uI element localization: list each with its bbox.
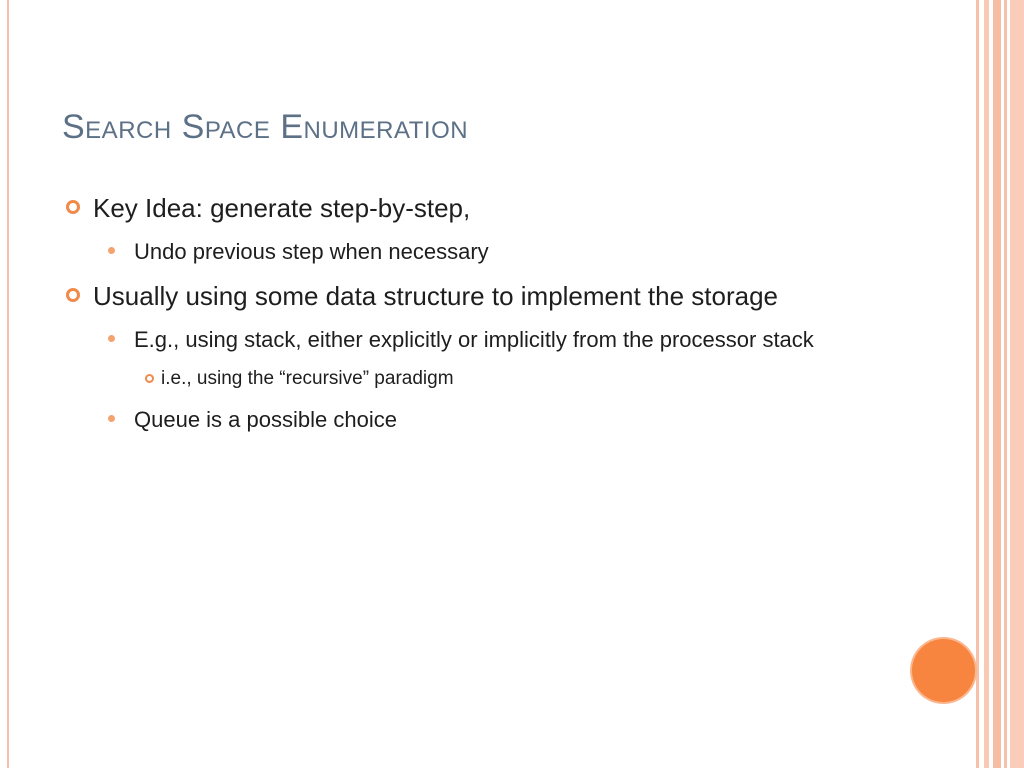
- sub-sub-bullet-item: [62, 364, 822, 394]
- bullet-text: Key Idea: generate step-by-step,: [93, 193, 471, 223]
- bullet-text: Queue is a possible choice: [134, 407, 397, 432]
- bullet-text: Undo previous step when necessary: [134, 239, 489, 264]
- ring-bullet-icon: [66, 288, 80, 302]
- right-stripe: [976, 0, 979, 768]
- bullet-item: [62, 276, 822, 316]
- right-stripe: [1004, 0, 1007, 768]
- bullet-list: [62, 188, 822, 444]
- slide-title: Search Space Enumeration: [62, 108, 469, 146]
- dot-bullet-icon: [108, 247, 115, 254]
- bullet-text: Usually using some data structure to implement the storage: [93, 281, 779, 311]
- right-stripe: [993, 0, 1001, 768]
- dot-bullet-icon: [108, 415, 115, 422]
- dot-bullet-icon: [108, 335, 115, 342]
- right-stripe: [1010, 0, 1024, 768]
- right-stripe: [984, 0, 989, 768]
- left-border-line: [7, 0, 9, 768]
- small-ring-bullet-icon: [145, 374, 154, 383]
- ring-bullet-icon: [66, 200, 80, 214]
- bullet-text: i.e., using the “recursive” paradigm: [161, 368, 454, 389]
- bullet-item: [62, 188, 822, 228]
- sub-bullet-item: [62, 322, 822, 358]
- bullet-text: E.g., using stack, either explicitly or implicitly from the processor stack: [134, 327, 814, 352]
- sub-bullet-item: [62, 402, 822, 438]
- sub-bullet-item: [62, 234, 822, 270]
- decorative-circle: [912, 639, 975, 702]
